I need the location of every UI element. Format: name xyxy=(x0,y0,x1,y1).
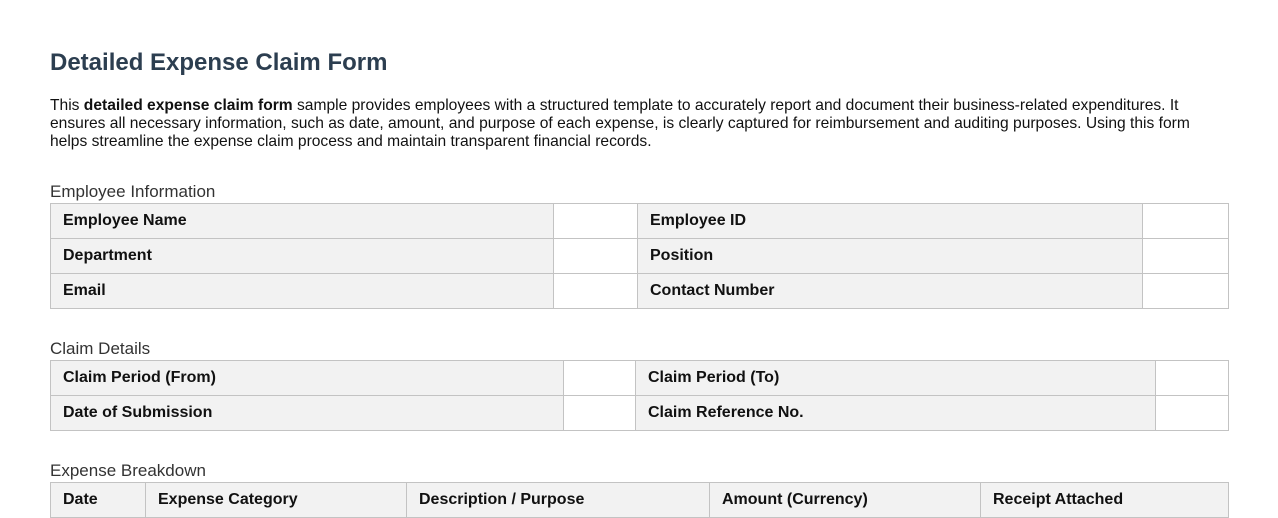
employee-name-label: Employee Name xyxy=(51,204,554,239)
position-label: Position xyxy=(638,239,1143,274)
position-field[interactable] xyxy=(1143,239,1229,274)
intro-prefix: This xyxy=(50,97,84,114)
email-label: Email xyxy=(51,274,554,309)
table-header-row xyxy=(51,483,1229,518)
table-row xyxy=(51,396,1229,431)
claim-period-to-field[interactable] xyxy=(1156,361,1229,396)
department-label: Department xyxy=(51,239,554,274)
claim-period-from-field[interactable] xyxy=(564,361,636,396)
employee-id-label: Employee ID xyxy=(638,204,1143,239)
claim-reference-field[interactable] xyxy=(1156,396,1229,431)
table-row xyxy=(51,204,1229,239)
intro-suffix: sample provides employees with a structured template to accurately report and document their business-related expenditures. It ensures all necessary information, such as date, amount, and purpose of each expense, is clearly captured for reimbursement and auditing purposes. Using this form helps streamline the expense claim process and maintain transparent financial records. xyxy=(50,97,1190,150)
date-of-submission-label: Date of Submission xyxy=(51,396,564,431)
claim-details-heading: Claim Details xyxy=(50,339,151,358)
employee-id-field[interactable] xyxy=(1143,204,1229,239)
department-field[interactable] xyxy=(554,239,638,274)
claim-reference-label: Claim Reference No. xyxy=(636,396,1156,431)
expense-breakdown-heading: Expense Breakdown xyxy=(50,461,206,480)
column-header-date: Date xyxy=(51,483,146,518)
claim-details-table xyxy=(50,360,1229,431)
column-header-amount: Amount (Currency) xyxy=(710,483,981,518)
table-row xyxy=(51,239,1229,274)
claim-period-to-label: Claim Period (To) xyxy=(636,361,1156,396)
employee-name-field[interactable] xyxy=(554,204,638,239)
expense-breakdown-table xyxy=(50,482,1229,518)
table-row xyxy=(51,274,1229,309)
claim-period-from-label: Claim Period (From) xyxy=(51,361,564,396)
contact-number-field[interactable] xyxy=(1143,274,1229,309)
contact-number-label: Contact Number xyxy=(638,274,1143,309)
page-title: Detailed Expense Claim Form xyxy=(50,49,388,76)
column-header-description: Description / Purpose xyxy=(407,483,710,518)
column-header-receipt: Receipt Attached xyxy=(981,483,1229,518)
employee-info-heading: Employee Information xyxy=(50,182,216,201)
intro-paragraph xyxy=(50,97,1228,151)
date-of-submission-field[interactable] xyxy=(564,396,636,431)
intro-bold: detailed expense claim form xyxy=(83,97,293,114)
table-row xyxy=(51,361,1229,396)
email-field[interactable] xyxy=(554,274,638,309)
column-header-expense-category: Expense Category xyxy=(146,483,407,518)
employee-info-table xyxy=(50,203,1229,309)
